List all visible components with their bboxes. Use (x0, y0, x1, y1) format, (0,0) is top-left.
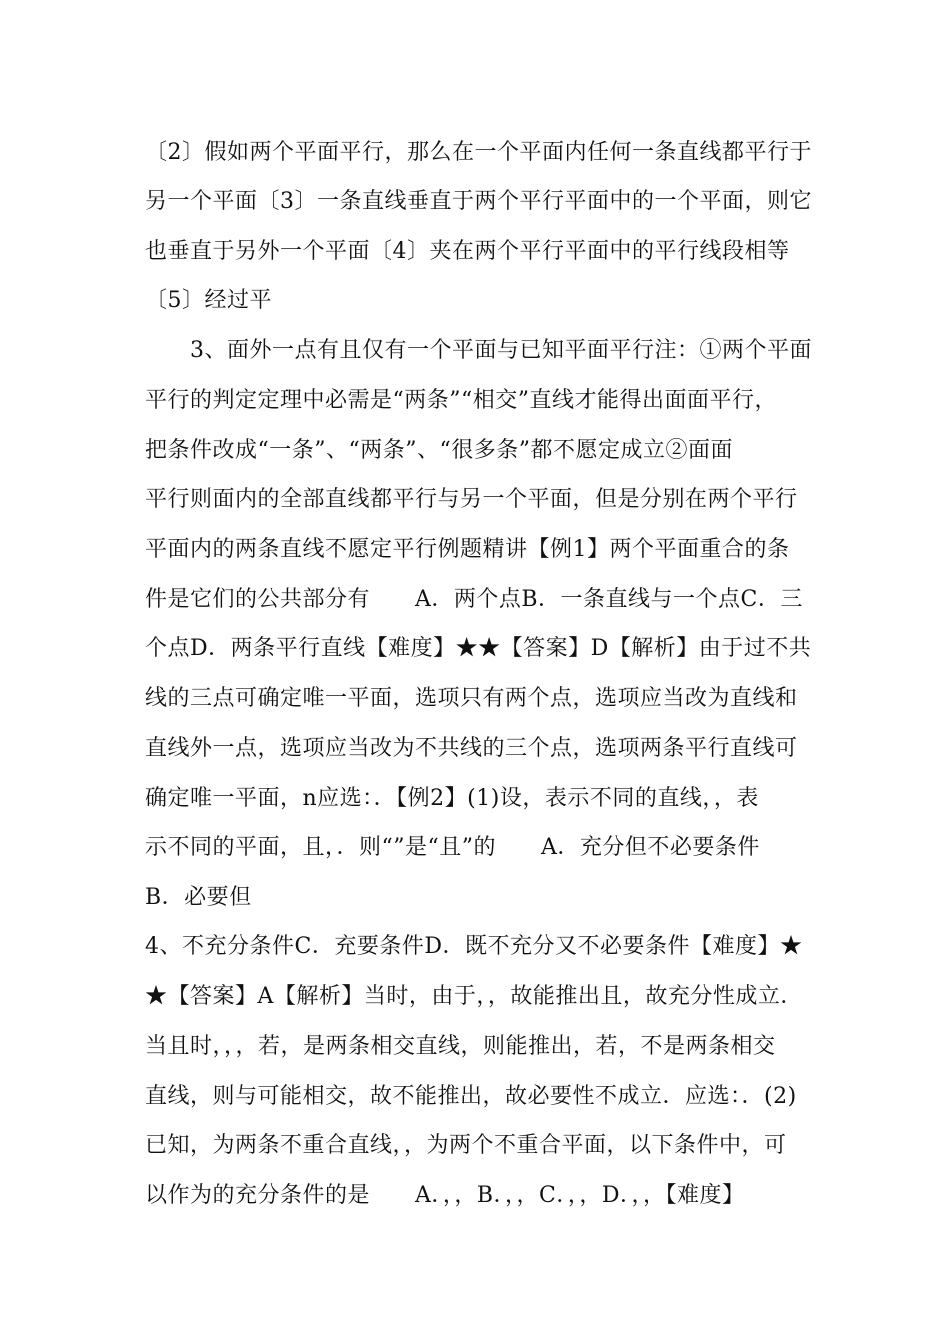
text-line-19: 当且时，，，若，是两条相交直线，则能推出，若，不是两条相交 (145, 1034, 776, 1059)
text-line-14: 确定唯一平面，n应选：．【例2】(1)设，表示不同的直线，，表 (145, 786, 759, 811)
text-line-15: 示不同的平面，且，．则“”是“且”的 A．充分但不必要条件 (145, 835, 760, 860)
text-line-18: ★【答案】A【解析】当时，由于，，故能推出且，故充分性成立． (145, 984, 803, 1009)
text-line-13: 直线外一点，选项应当改为不共线的三个点，选项两条平行直线可 (145, 736, 798, 761)
text-line-2: 另一个平面〔3〕一条直线垂直于两个平行平面中的一个平面，则它 (145, 189, 812, 214)
text-line-1: 〔2〕假如两个平面平行，那么在一个平面内任何一条直线都平行于 (145, 140, 812, 165)
text-line-3: 也垂直于另外一个平面〔4〕夹在两个平行平面中的平行线段相等 (145, 239, 790, 264)
text-line-22: 以作为的充分条件的是 A．，，B．，，C．，，D．，，【难度】 (145, 1183, 745, 1208)
text-line-12: 线的三点可确定唯一平面，选项只有两个点，选项应当改为直线和 (145, 686, 798, 711)
text-line-11: 个点D．两条平行直线【难度】★★【答案】D【解析】由于过不共 (145, 636, 812, 661)
text-line-20: 直线，则与可能相交，故不能推出，故必要性不成立．应选：．(2) (145, 1084, 797, 1109)
text-line-21: 已知，为两条不重合直线，，为两个不重合平面，以下条件中，可 (145, 1133, 787, 1158)
text-line-9: 平面内的两条直线不愿定平行例题精讲【例1】两个平面重合的条 (145, 537, 790, 562)
text-line-10: 件是它们的公共部分有 A．两个点B．一条直线与一个点C．三 (145, 587, 803, 612)
text-line-6: 平行的判定定理中必需是“两条”“相交”直线才能得出面面平行， (145, 388, 777, 413)
text-line-8: 平行则面内的全部直线都平行与另一个平面，但是分别在两个平行 (145, 487, 798, 512)
text-line-7: 把条件改成“一条”、“两条”、“很多条”都不愿定成立②面面 (145, 438, 733, 463)
text-line-4: 〔5〕经过平 (145, 288, 272, 313)
text-line-5: 3、面外一点有且仅有一个平面与已知平面平行注：①两个平面 (190, 338, 812, 363)
text-line-16: B．必要但 (145, 885, 252, 910)
text-line-17: 4、不充分条件C．充要条件D．既不充分又不必要条件【难度】★ (145, 934, 803, 959)
